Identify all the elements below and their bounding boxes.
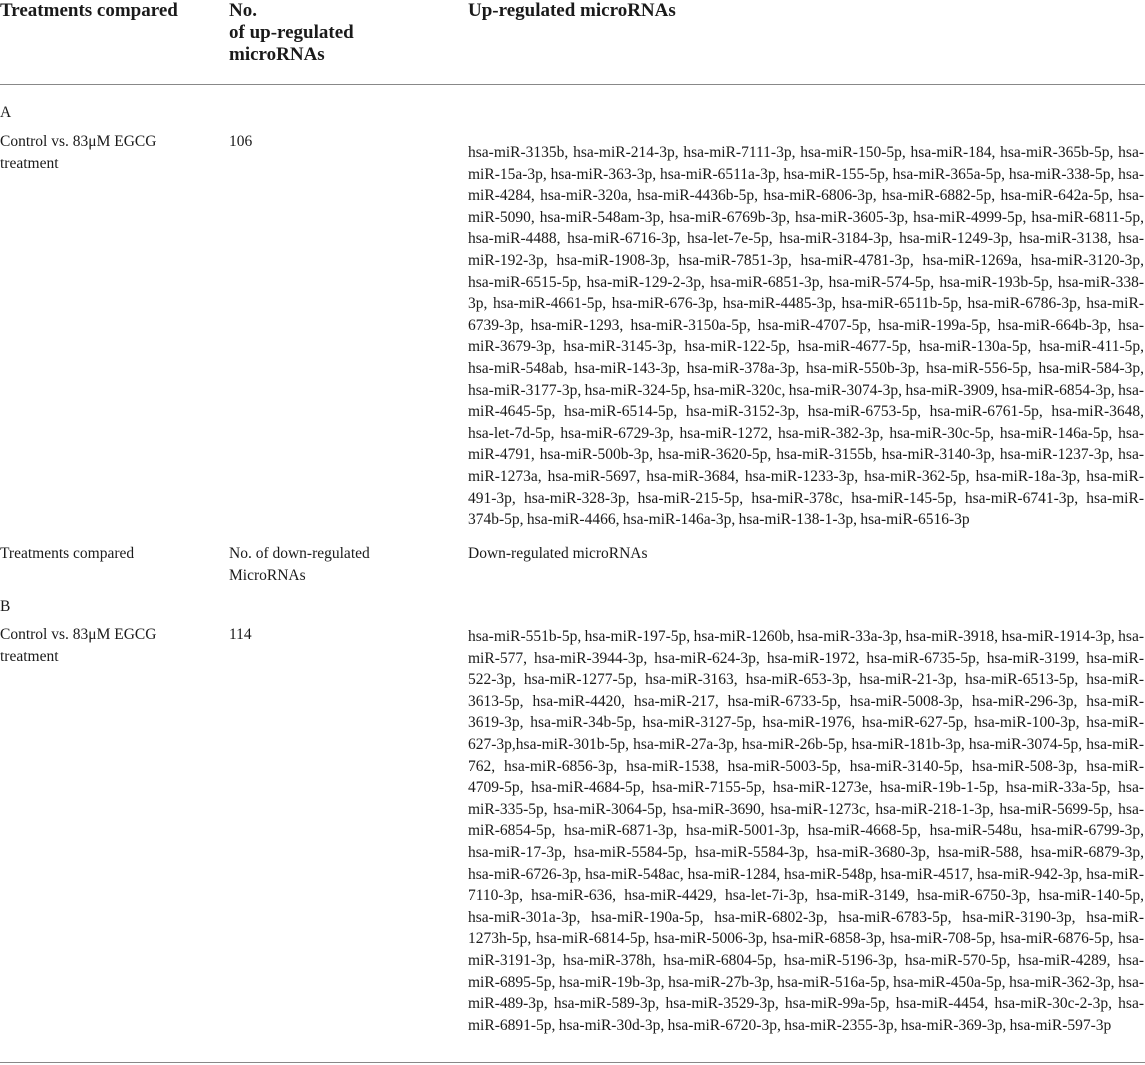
section-a-count: 106 bbox=[229, 133, 253, 150]
header-up-regulated-micrornas: Up-regulated microRNAs bbox=[468, 0, 676, 21]
header-divider bbox=[0, 84, 1145, 85]
section-a-label: A bbox=[0, 104, 12, 121]
section-a-treatment-line2: treatment bbox=[0, 154, 59, 172]
header-treatments-compared: Treatments compared bbox=[0, 0, 178, 21]
section-b-treatment-line2: treatment bbox=[0, 647, 59, 665]
section-b-treatment bbox=[0, 624, 156, 667]
section-b-mirna-list: hsa-miR-551b-5p, hsa-miR-197-5p, hsa-miR-1260b, hsa-miR-33a-3p, hsa-miR-3918, hsa-miR-1914-3p, hsa-miR-577, hsa-miR-3944-3p, hsa-miR-624-3p, hsa-miR-1972, hsa-miR-6735-5p, hsa-miR-3199, hsa-miR-522-3p, hsa-miR-1277-5p, hsa-miR-3163, hsa-miR-653-3p, hsa-miR-21-3p, hsa-miR-6513-5p, hsa-miR-3613-5p, hsa-miR-4420, hsa-miR-217, hsa-miR-6733-5p, hsa-miR-5008-3p, hsa-miR-296-3p, hsa-miR-3619-3p, hsa-miR-34b-5p, hsa-miR-3127-5p, hsa-miR-1976, hsa-miR-627-5p, hsa-miR-100-3p, hsa-miR-627-3p,hsa-miR-301b-5p, hsa-miR-27a-3p, hsa-miR-26b-5p, hsa-miR-181b-3p, hsa-miR-3074-5p, hsa-miR-762, hsa-miR-6856-3p, hsa-miR-1538, hsa-miR-5003-5p, hsa-miR-3140-5p, hsa-miR-508-3p, hsa-miR-4709-5p, hsa-miR-4684-5p, hsa-miR-7155-5p, hsa-miR-1273e, hsa-miR-19b-1-5p, hsa-miR-33a-5p, hsa-miR-335-5p, hsa-miR-3064-5p, hsa-miR-3690, hsa-miR-1273c, hsa-miR-218-1-3p, hsa-miR-5699-5p, hsa-miR-6854-5p, hsa-miR-6871-3p, hsa-miR-5001-3p, hsa-miR-4668-5p, hsa-miR-548u, hsa-miR-6799-3p, hsa-miR-17-3p, hsa-miR-5584-5p, hsa-miR-5584-3p, hsa-miR-3680-3p, hsa-miR-588, hsa-miR-6879-3p, hsa-miR-6726-3p, hsa-miR-548ac, hsa-miR-1284, hsa-miR-548p, hsa-miR-4517, hsa-miR-942-3p, hsa-miR-7110-3p, hsa-miR-636, hsa-miR-4429, hsa-let-7i-3p, hsa-miR-3149, hsa-miR-6750-3p, hsa-miR-140-5p, hsa-miR-301a-3p, hsa-miR-190a-5p, hsa-miR-6802-3p, hsa-miR-6783-5p, hsa-miR-3190-3p, hsa-miR-1273h-5p, hsa-miR-6814-5p, hsa-miR-5006-3p, hsa-miR-6858-3p, hsa-miR-708-5p, hsa-miR-6876-5p, hsa-miR-3191-3p, hsa-miR-378h, hsa-miR-6804-5p, hsa-miR-5196-3p, hsa-miR-570-5p, hsa-miR-4289, hsa-miR-6895-5p, hsa-miR-19b-3p, hsa-miR-27b-3p, hsa-miR-516a-5p, hsa-miR-450a-5p, hsa-miR-362-3p, hsa-miR-489-3p, hsa-miR-589-3p, hsa-miR-3529-3p, hsa-miR-99a-5p, hsa-miR-4454, hsa-miR-30c-2-3p, hsa-miR-6891-5p, hsa-miR-30d-3p, hsa-miR-6720-3p, hsa-miR-2355-3p, hsa-miR-369-3p, hsa-miR-597-3p bbox=[468, 628, 1144, 1034]
bottom-divider bbox=[0, 1062, 1145, 1063]
subheader-treatments-compared: Treatments compared bbox=[0, 545, 135, 562]
header-no-up-regulated bbox=[229, 0, 354, 66]
subheader-down-regulated-micrornas: Down-regulated microRNAs bbox=[468, 545, 648, 562]
section-b-label: B bbox=[0, 598, 11, 615]
subheader-no-down-regulated bbox=[229, 543, 370, 586]
section-b-count: 114 bbox=[229, 626, 252, 643]
subheader-no-line1: No. of down-regulated bbox=[229, 545, 370, 562]
header-no-line1: No. bbox=[229, 0, 257, 21]
section-a-mirna-list: hsa-miR-3135b, hsa-miR-214-3p, hsa-miR-7111-3p, hsa-miR-150-5p, hsa-miR-184, hsa-miR-365b-5p, hsa-miR-15a-3p, hsa-miR-363-3p, hsa-miR-6511a-3p, hsa-miR-155-5p, hsa-miR-365a-5p, hsa-miR-338-5p, hsa-miR-4284, hsa-miR-320a, hsa-miR-4436b-5p, hsa-miR-6806-3p, hsa-miR-6882-5p, hsa-miR-642a-5p, hsa-miR-5090, hsa-miR-548am-3p, hsa-miR-6769b-3p, hsa-miR-3605-3p, hsa-miR-4999-5p, hsa-miR-6811-5p, hsa-miR-4488, hsa-miR-6716-3p, hsa-let-7e-5p, hsa-miR-3184-3p, hsa-miR-1249-3p, hsa-miR-3138, hsa-miR-192-3p, hsa-miR-1908-3p, hsa-miR-7851-3p, hsa-miR-4781-3p, hsa-miR-1269a, hsa-miR-3120-3p, hsa-miR-6515-5p, hsa-miR-129-2-3p, hsa-miR-6851-3p, hsa-miR-574-5p, hsa-miR-193b-5p, hsa-miR-338-3p, hsa-miR-4661-5p, hsa-miR-676-3p, hsa-miR-4485-3p, hsa-miR-6511b-5p, hsa-miR-6786-3p, hsa-miR-6739-3p, hsa-miR-1293, hsa-miR-3150a-5p, hsa-miR-4707-5p, hsa-miR-199a-5p, hsa-miR-664b-3p, hsa-miR-3679-3p, hsa-miR-3145-3p, hsa-miR-122-5p, hsa-miR-4677-5p, hsa-miR-130a-5p, hsa-miR-411-5p, hsa-miR-548ab, hsa-miR-143-3p, hsa-miR-378a-3p, hsa-miR-550b-3p, hsa-miR-556-5p, hsa-miR-584-3p, hsa-miR-3177-3p, hsa-miR-324-5p, hsa-miR-320c, hsa-miR-3074-3p, hsa-miR-3909, hsa-miR-6854-3p, hsa-miR-4645-5p, hsa-miR-6514-5p, hsa-miR-3152-3p, hsa-miR-6753-5p, hsa-miR-6761-5p, hsa-miR-3648, hsa-let-7d-5p, hsa-miR-6729-3p, hsa-miR-1272, hsa-miR-382-3p, hsa-miR-30c-5p, hsa-miR-146a-5p, hsa-miR-4791, hsa-miR-500b-3p, hsa-miR-3620-5p, hsa-miR-3155b, hsa-miR-3140-3p, hsa-miR-1237-3p, hsa-miR-1273a, hsa-miR-5697, hsa-miR-3684, hsa-miR-1233-3p, hsa-miR-362-5p, hsa-miR-18a-3p, hsa-miR-491-3p, hsa-miR-328-3p, hsa-miR-215-5p, hsa-miR-378c, hsa-miR-145-5p, hsa-miR-6741-3p, hsa-miR-374b-5p, hsa-miR-4466, hsa-miR-146a-3p, hsa-miR-138-1-3p, hsa-miR-6516-3p bbox=[468, 144, 1144, 529]
section-a-treatment bbox=[0, 131, 156, 174]
header-no-line3: microRNAs bbox=[229, 44, 325, 65]
header-no-line2: of up-regulated bbox=[229, 22, 354, 43]
section-b-treatment-line1: Control vs. 83μM EGCG bbox=[0, 626, 157, 643]
subheader-no-line2: MicroRNAs bbox=[229, 566, 306, 584]
section-a-treatment-line1: Control vs. 83μM EGCG bbox=[0, 133, 157, 150]
